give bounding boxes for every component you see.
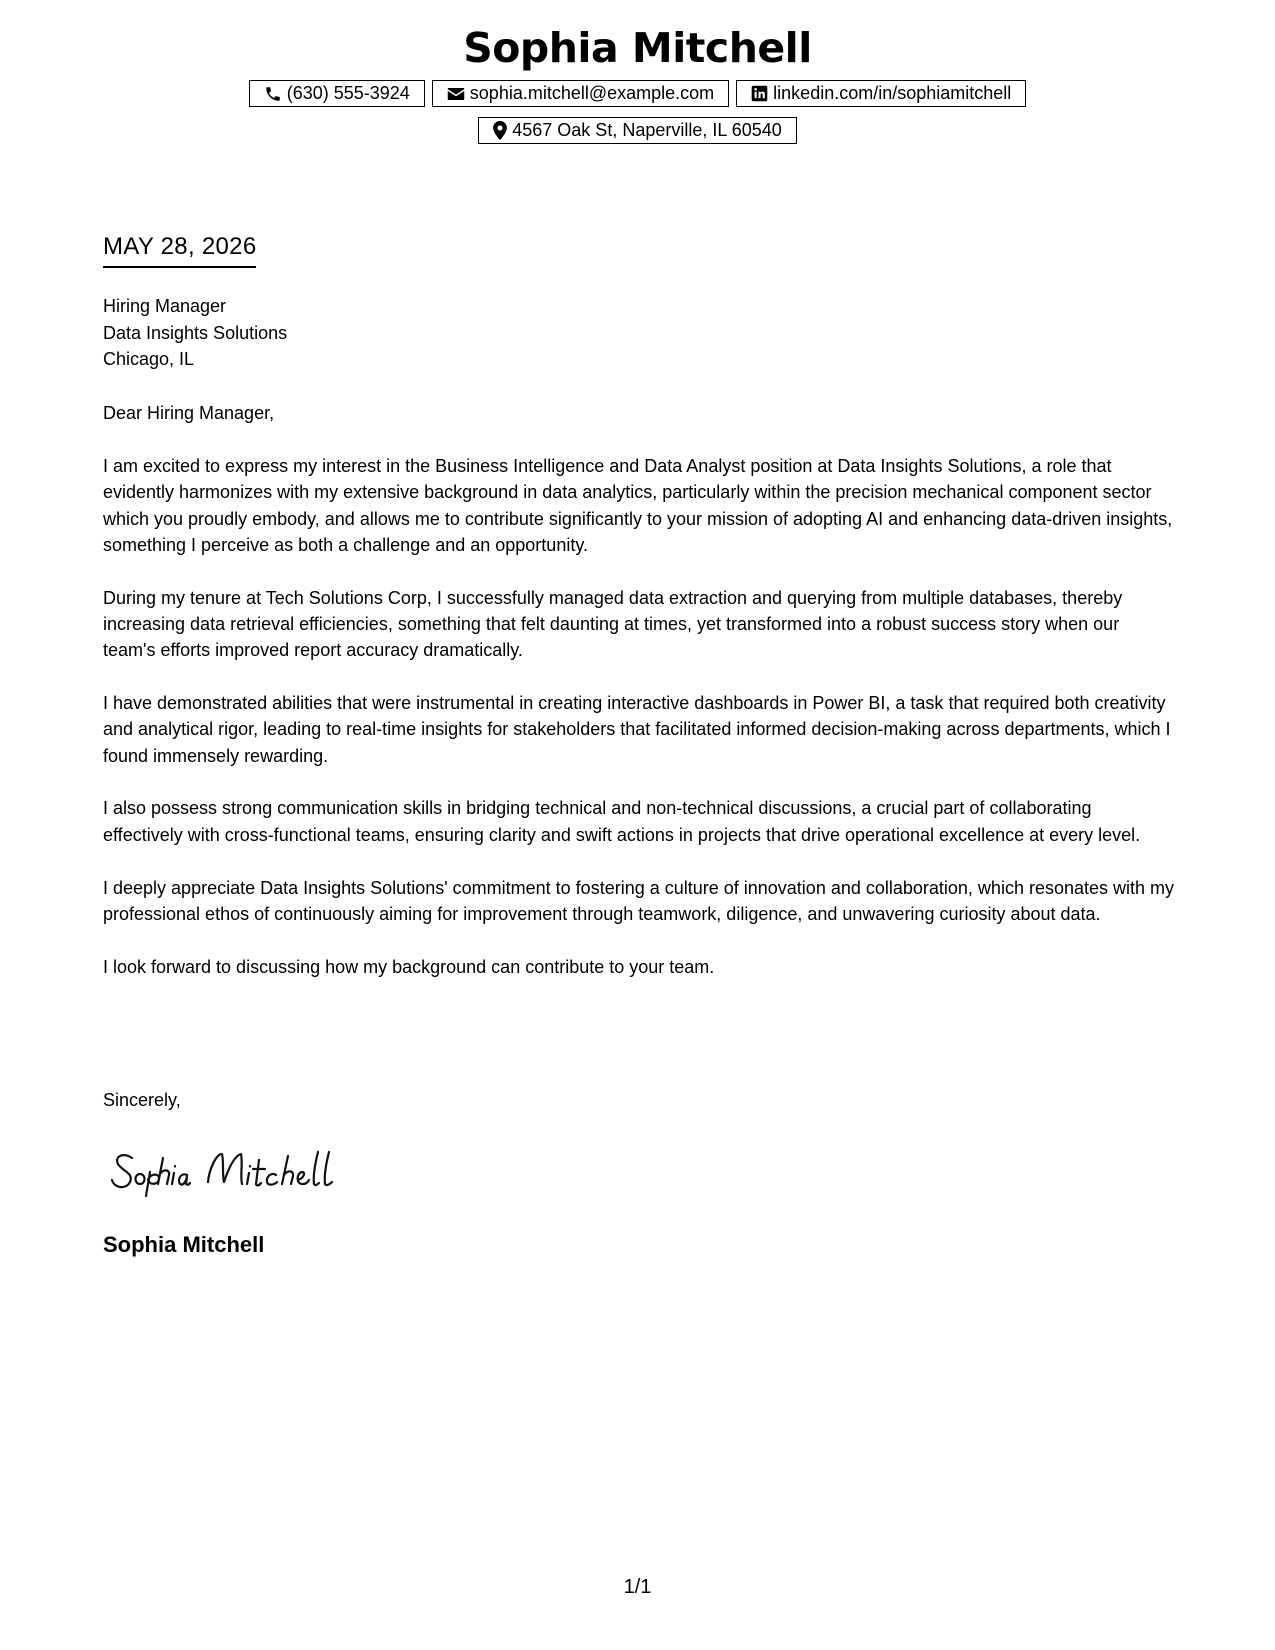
contact-row-secondary bbox=[0, 117, 1275, 144]
linkedin-text: linkedin.com/in/sophiamitchell bbox=[773, 83, 1012, 103]
map-pin-icon bbox=[493, 121, 507, 140]
body-paragraph: I look forward to discussing how my background can contribute to your team. bbox=[103, 956, 715, 977]
phone-icon bbox=[264, 85, 282, 103]
body-paragraph: I have demonstrated abilities that were instrumental in creating interactive dashboards in Power BI, a task that required both creativity and analytical rigor, leading to real-time insights for stakeholders that facilitated informed decision-making across departments, which I found immensely rewarding. bbox=[103, 693, 1171, 766]
letter-date: MAY 28, 2026 bbox=[103, 232, 256, 268]
letter-body bbox=[103, 453, 1175, 1006]
linkedin-icon bbox=[751, 85, 768, 102]
envelope-icon bbox=[447, 86, 465, 102]
recipient-title: Hiring Manager bbox=[103, 296, 227, 316]
phone-text: (630) 555-3924 bbox=[286, 83, 410, 103]
body-paragraph: I am excited to express my interest in the Business Intelligence and Data Analyst position at Data Insights Solutions, a role that evidently harmonizes with my extensive background in data analytics, particularly within the precision mechanical component sector which you proudly embody, and allows me to contribute significantly to your mission of adopting AI and enhancing data-driven insights, something I perceive as both a challenge and an opportunity. bbox=[103, 456, 1173, 555]
contact-row-primary bbox=[0, 80, 1275, 107]
body-paragraph: I also possess strong communication skills in bridging technical and non-technical discussions, a crucial part of collaborating effectively with cross-functional teams, ensuring clarity and swift actions in projects that drive operational excellence at every level. bbox=[103, 798, 1141, 845]
email-text: sophia.mitchell@example.com bbox=[469, 83, 715, 103]
body-paragraph: I deeply appreciate Data Insights Solutions' commitment to fostering a culture of innovation and collaboration, which resonates with my professional ethos of continuously aiming for improvement through teamwork, diligence, and unwavering curiosity about data. bbox=[103, 877, 1175, 924]
signer-name: Sophia Mitchell bbox=[103, 1232, 265, 1257]
recipient-company: Data Insights Solutions bbox=[103, 322, 288, 343]
salutation: Dear Hiring Manager, bbox=[103, 403, 275, 423]
recipient-block bbox=[103, 293, 287, 373]
closing: Sincerely, bbox=[103, 1090, 181, 1110]
body-paragraph: During my tenure at Tech Solutions Corp, I successfully managed data extraction and querying from multiple databases, thereby increasing data retrieval efficiencies, something that felt daunting at times, yet transformed into a robust success story when our team's efforts improved report accuracy dramatically. bbox=[103, 587, 1123, 661]
address-text: 4567 Oak St, Naperville, IL 60540 bbox=[512, 120, 782, 140]
recipient-location: Chicago, IL bbox=[103, 349, 195, 369]
phone-chip[interactable] bbox=[249, 80, 425, 107]
linkedin-chip[interactable] bbox=[736, 80, 1026, 107]
email-chip[interactable] bbox=[432, 80, 729, 107]
applicant-name: Sophia Mitchell bbox=[463, 24, 812, 72]
handwritten-signature bbox=[110, 1140, 360, 1200]
address-chip[interactable] bbox=[478, 117, 797, 144]
page-number: 1/1 bbox=[623, 1576, 652, 1598]
